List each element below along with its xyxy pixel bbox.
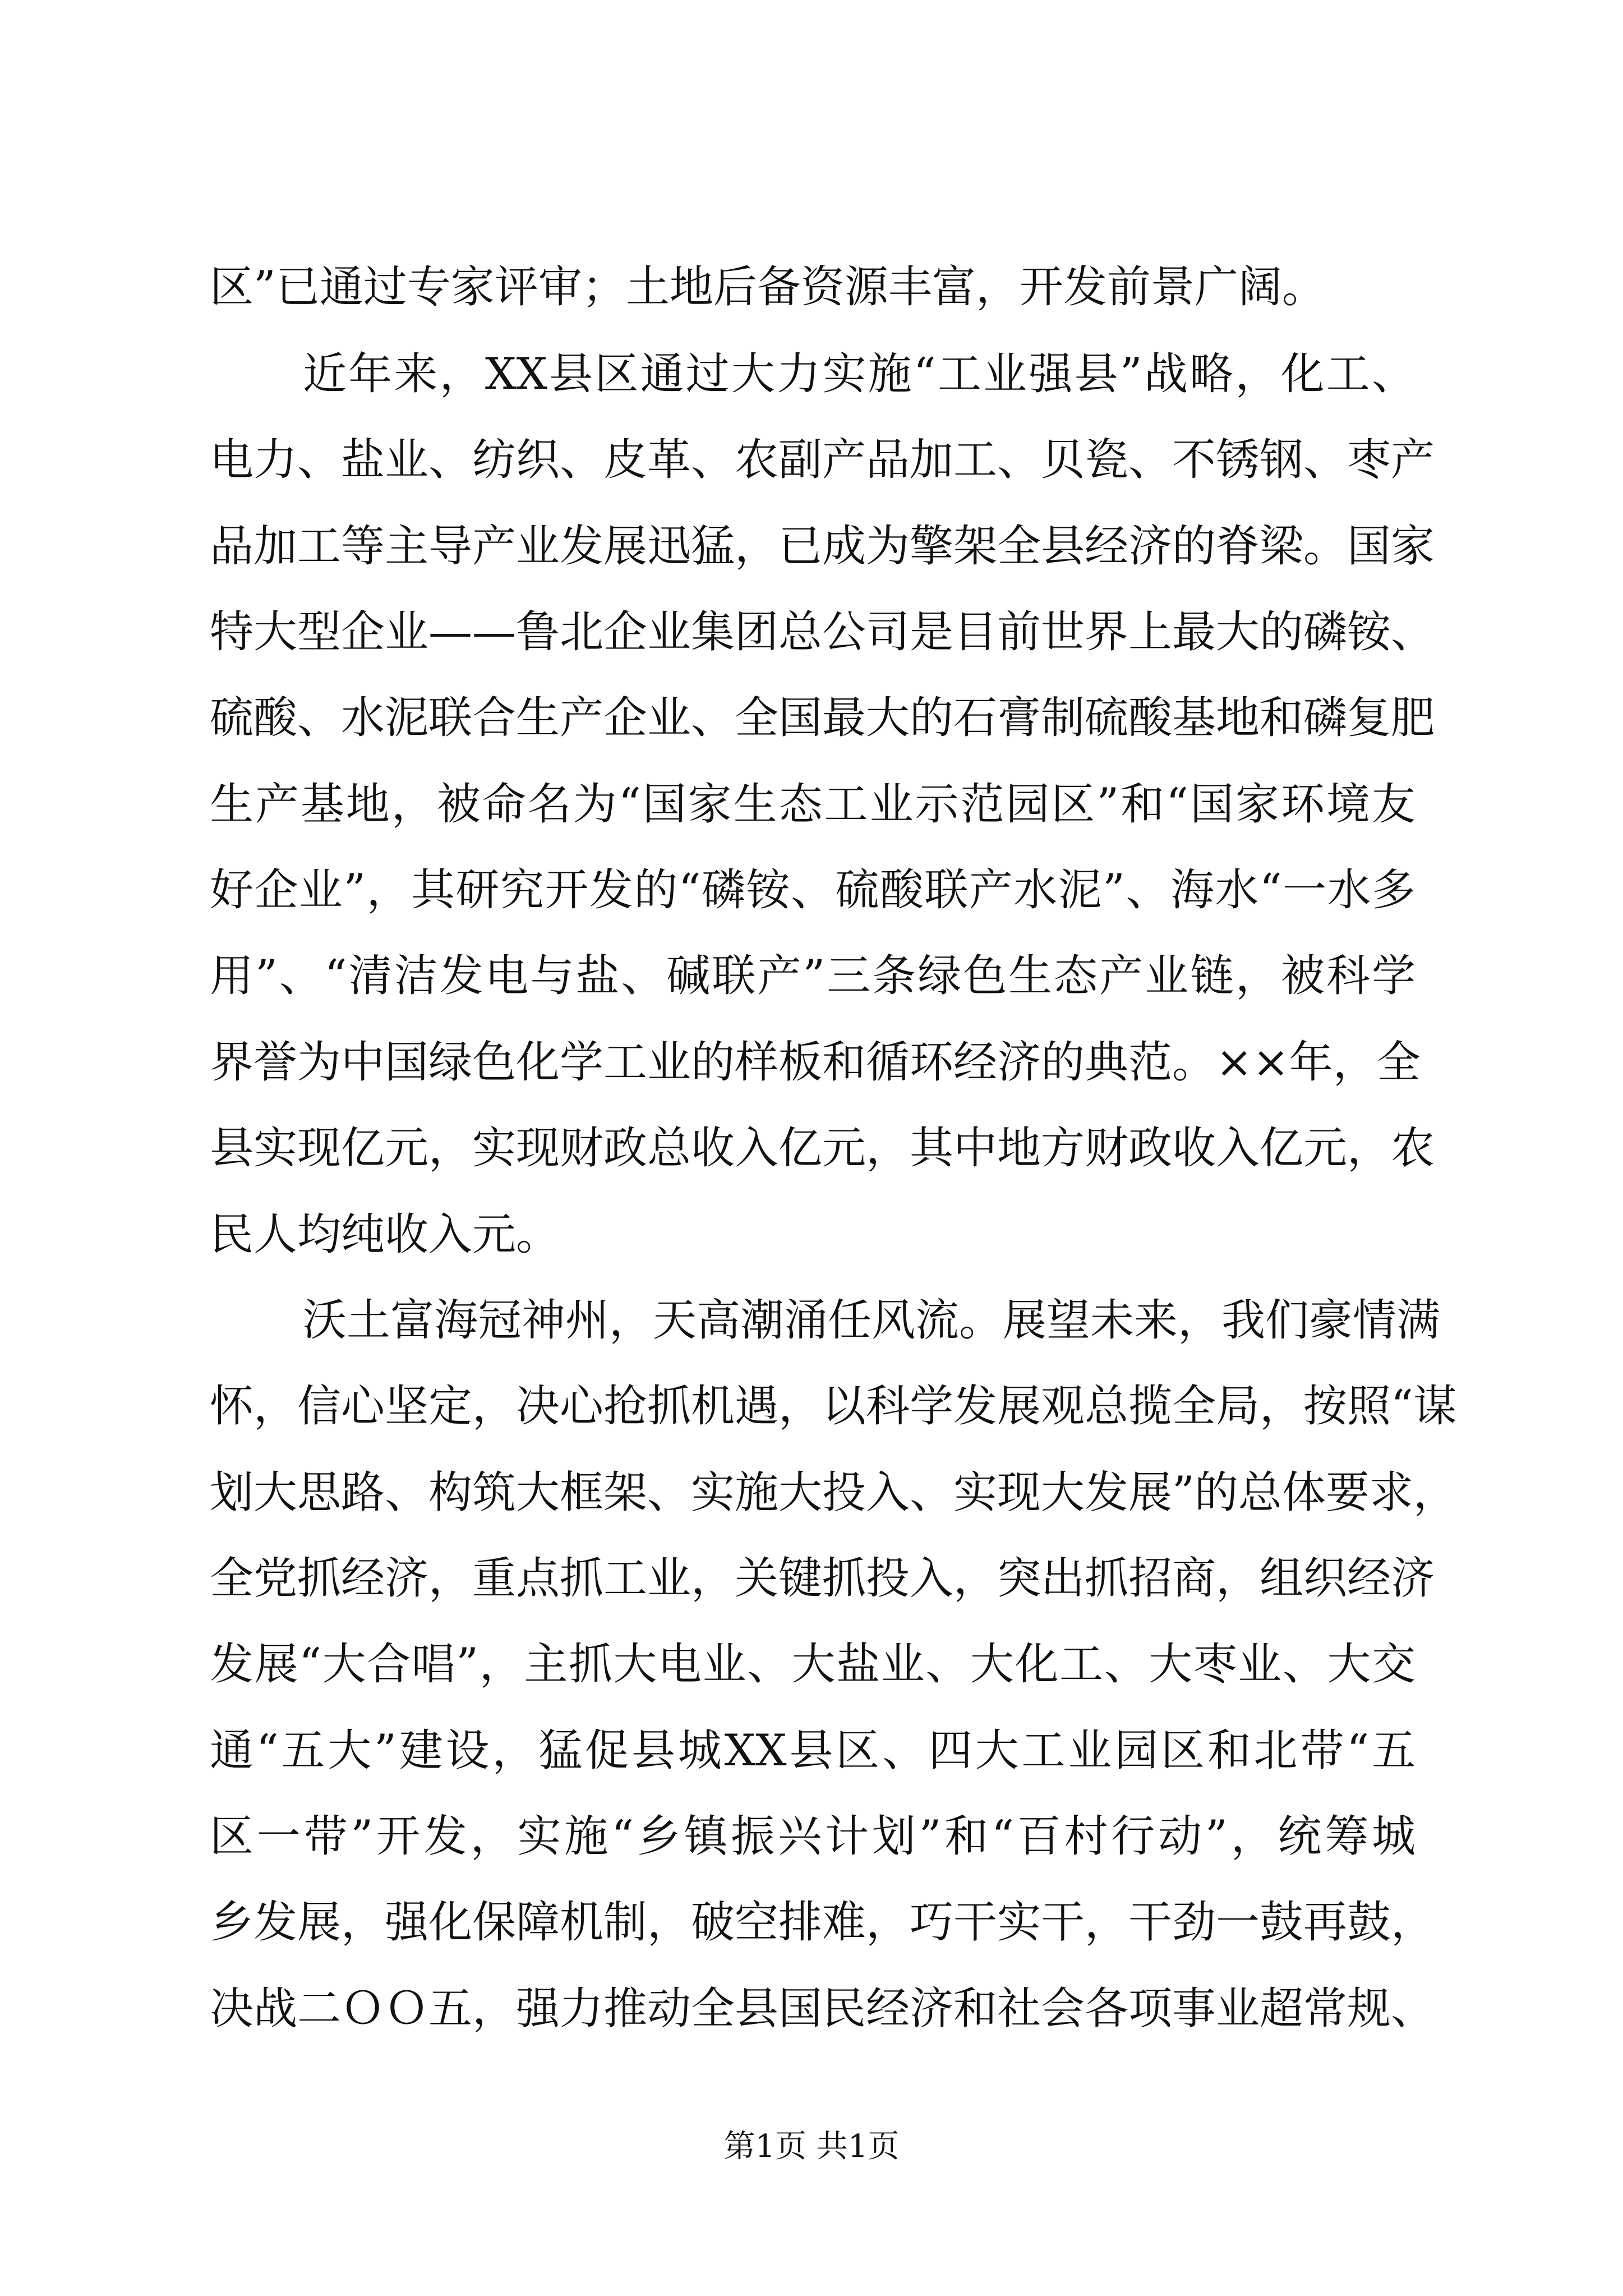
text-line: 划大思路、构筑大框架、实施大投入、实现大发展”的总体要求， <box>210 1467 1457 1518</box>
paragraph-first-line: 近年来，XX县区通过大力实施“工业强县”战略，化工、 <box>303 349 1415 399</box>
text-line: 民人均纯收入元。 <box>210 1209 560 1260</box>
page-footer: 第1页 共1页 <box>723 2128 900 2165</box>
text-line: 通“五大”建设，猛促县城XX县区、四大工业园区和北带“五 <box>210 1726 1415 1776</box>
text-line: 特大型企业——鲁北企业集团总公司是目前世界上最大的磷铵、 <box>210 607 1435 657</box>
text-line: 生产基地，被命名为“国家生态工业示范园区”和“国家环境友 <box>210 779 1415 830</box>
text-line: 乡发展，强化保障机制，破空排难，巧干实干，干劲一鼓再鼓， <box>210 1897 1435 1948</box>
text-line: 用”、“清洁发电与盐、碱联产”三条绿色生态产业链，被科学 <box>210 951 1415 1001</box>
text-line: 界誉为中国绿色化学工业的样板和循环经济的典范。××年，全 <box>210 1037 1421 1088</box>
text-line: 品加工等主导产业发展迅猛，已成为擎架全县经济的脊梁。国家 <box>210 521 1435 572</box>
paragraph-first-line: 沃土富海冠神州，天高潮涌任风流。展望未来，我们豪情满 <box>303 1295 1441 1346</box>
text-line: 决战二ＯＯ五，强力推动全县国民经济和社会各项事业超常规、 <box>210 1984 1435 2034</box>
text-line: 怀，信心坚定，决心抢抓机遇，以科学发展观总揽全局，按照“谋 <box>210 1381 1457 1432</box>
text-line: 电力、盐业、纺织、皮革、农副产品加工、贝瓷、不锈钢、枣产 <box>210 435 1435 485</box>
text-line: 县实现亿元，实现财政总收入亿元，其中地方财政收入亿元，农 <box>210 1123 1435 1174</box>
text-line: 好企业”，其研究开发的“磷铵、硫酸联产水泥”、海水“一水多 <box>210 865 1415 915</box>
text-line: 区一带”开发，实施“乡镇振兴计划”和“百村行动”，统筹城 <box>210 1811 1415 1862</box>
text-line: 全党抓经济，重点抓工业，关键抓投入，突出抓招商，组织经济 <box>210 1553 1435 1604</box>
text-line: 硫酸、水泥联合生产企业、全国最大的石膏制硫酸基地和磷复肥 <box>210 693 1435 743</box>
text-line: 发展“大合唱”，主抓大电业、大盐业、大化工、大枣业、大交 <box>210 1639 1415 1690</box>
text-line: 区”已通过专家评审；土地后备资源丰富，开发前景广阔。 <box>210 262 1326 312</box>
